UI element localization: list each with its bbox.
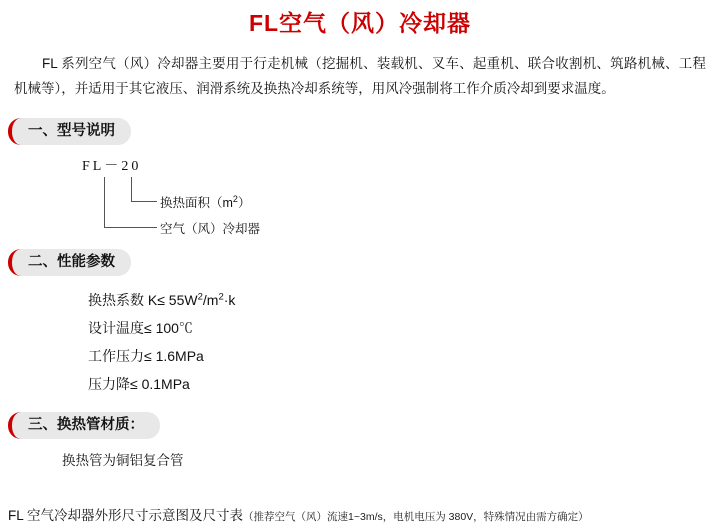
footer-note-text: （推荐空气（风）流速1~3m/s，电机电压为 380V，特殊情况由需方确定） bbox=[243, 511, 589, 523]
leader-line-cooler bbox=[104, 177, 157, 228]
performance-item-2: 工作压力≤ 1.6MPa bbox=[88, 348, 204, 365]
section-heading-model: 一、型号说明 bbox=[8, 118, 131, 145]
model-label-cooler: 空气（风）冷却器 bbox=[160, 221, 261, 236]
section-heading-performance: 二、性能参数 bbox=[8, 249, 131, 276]
footer-main-text: FL 空气冷却器外形尺寸示意图及尺寸表 bbox=[8, 508, 244, 523]
performance-item-1: 设计温度≤ 100℃ bbox=[88, 320, 193, 337]
section-model bbox=[0, 118, 720, 247]
model-label-area: 换热面积$(m^2)$ bbox=[160, 193, 251, 210]
performance-item-0: 换热系数 $K\le 55W^2/m^2\cdot k$ bbox=[88, 291, 236, 309]
section-performance bbox=[0, 249, 720, 398]
page-title: FL空气（风）冷却器 bbox=[248, 10, 472, 36]
model-diagram bbox=[0, 151, 720, 247]
material-text: 换热管为铜铝复合管 bbox=[62, 453, 184, 469]
performance-list bbox=[0, 286, 720, 398]
performance-item-3: 压力降≤ 0.1MPa bbox=[88, 376, 190, 393]
section-material bbox=[0, 412, 720, 469]
footer-line bbox=[8, 504, 712, 524]
intro-paragraph bbox=[14, 52, 706, 102]
model-code: FL－20 bbox=[82, 158, 142, 174]
intro-text: FL 系列空气（风）冷却器主要用于行走机械（挖掘机、装载机、叉车、起重机、联合收割机、筑路机械、工程机械等），并适用于其它液压、润滑系统及换热冷却系统等，用风冷强制将工作介质冷却到要求温度。 bbox=[14, 55, 706, 96]
section-heading-material: 三、换热管材质： bbox=[8, 412, 160, 439]
